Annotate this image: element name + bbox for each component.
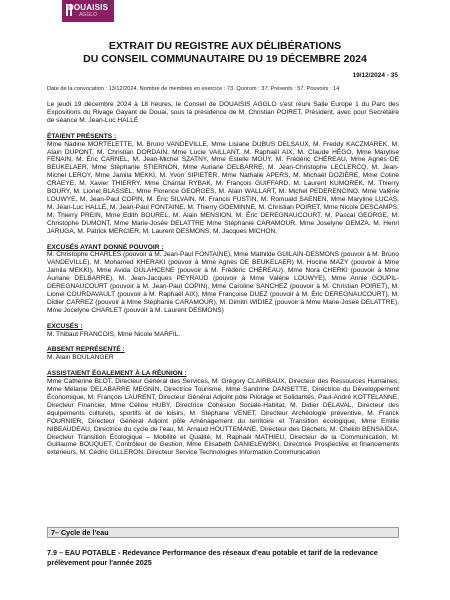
logo-mark-icon bbox=[66, 4, 72, 16]
deliberation-reference: 19/12/2024 - 35 bbox=[352, 72, 398, 79]
agenda-item-title: 7.9 – EAU POTABLE - Redevance Performance des réseaux d'eau potable et tarif de la redevance prélèvement pour l'année 2025 bbox=[47, 548, 378, 567]
excused-list: M. Thibaut FRANCOIS, Mme Nicole MARFIL. bbox=[47, 330, 181, 338]
excused-heading: EXCUSÉS : bbox=[47, 322, 83, 330]
document-body bbox=[47, 101, 399, 457]
section-bar: 7– Cycle de l'eau bbox=[47, 527, 399, 538]
logo-subtext: AGGLO bbox=[79, 12, 97, 18]
convocation-line: Date de la convocation : 13/12/2024. Nombre de membres en exercice : 73. Quorum : 37. Présents : 57. Pouvoirs : 14 bbox=[47, 86, 340, 92]
douaisis-agglo-logo bbox=[62, 0, 114, 22]
present-heading: ÉTAIENT PRÉSENTS : bbox=[47, 132, 117, 140]
also-assisting-heading: ASSISTAIENT ÉGALEMENT À LA RÉUNION : bbox=[47, 370, 187, 378]
intro-paragraph: Le jeudi 19 décembre 2024 à 18 heures, le Conseil de DOUAISIS AGGLO s'est réuni Salle Europe 1 du Parc des Expositions du Rivage Gayant de Douai, sous la présidence de M. Christian POIRET, Président, avec pour Secrétaire de séance M. Jean-Luc HALLÉ bbox=[47, 101, 399, 124]
absent-represented-list: M. Alain BOULANGER bbox=[47, 354, 114, 362]
logo-text: DOUAISIS bbox=[67, 3, 109, 12]
absent-represented-heading: ABSENT REPRÉSENTÉ : bbox=[47, 346, 125, 354]
document-title-line-1: EXTRAIT DU REGISTRE AUX DÉLIBÉRATIONS bbox=[108, 40, 342, 52]
excused-with-power-heading: EXCUSÉS AYANT DONNÉ POUVOIR : bbox=[47, 243, 164, 251]
document-title-line-2: DU CONSEIL COMMUNAUTAIRE DU 19 DÉCEMBRE 2024 bbox=[83, 53, 367, 65]
also-assisting-list: Mme Catherine BLOT, Directeur Général des Services, M. Grégory CLAIRBAUX, Directeur des Ressources Humaines, Mme Mélanie DELABARRE MEGNIN, Directrice Tourisme, Mme Sandrine DANSETTE, Directrice du Développement Économique, M. François LAURENT, Directeur Général Adjoint pôle Pilotage et Solidarités, Paul-André KOTTELANNE, Directeur Financier, Mme Céline HUBY, Directrice Cohésion Sociale-Habitat, M. Didier DELAVAL, Directeur des équipements culturels, sportifs et de loisirs, M. Stéphane VENET, Directeur Archéologie préventive, M. Franck FOURNIER, Directeur Général Adjoint pôle Aménagement du territoire et Transition écologique, Mme Emilie NIBEAUDEAU, Directrice du cycle de l'eau, M. Arnaud HOUTTEMANE, Directeur des Déchets, M. Chékib BENSAIDIA, Directeur Transition Écologique – Mobilité et Qualité, M. Raphaël MATHIEU, Directeur de la Communication, M. Guillaume BOUQUET, Contrôleur de Gestion, Mme Elisabeth DANIELEWSKI, Directrice Prospective et financements extérieurs, M. Cédric GILLERON, Directeur Service Technologies Information Communication bbox=[47, 378, 399, 457]
present-list: Mme Nadine MORTELETTE, M. Bruno VANDEVILLE, Mme Lisiane DUBUS DELSAUX, M. Freddy KACZMAREK, M. Alain DUPONT, M. Christian DORDAIN, Mme Lucie VAILLANT, M. Raphaël AIX, M. Claude HÉGO, Mme Marylise FENAIN, M. Éric CARNEL, M. Jean-Michel SZATNY, Mme Estelle MOUY, M. Frédéric CHÉREAU, Mme Agnès DE BEUKELAER, Mme Stéphanie STIERNON, Mme Auriane DELBARRE, M. Jean-Christophe LECLERCQ, M. Jean-Michel LEROY, Mme Jamila MEKKI, M. Yvon SIPIETER, Mme Nathalie APERS, M. Michaël DOZIÈRE, Mme Coline CRAEYE, M. Xavier THIERRY, Mme Chantal RYBAK, M. François GUIFFARD, M. Laurent KUMOREK, M. Thierry BOURY, M. Lionel BLASSEL, Mme Florence GEORGES, M. Alain WALLART, M. Michel PEDERENCINO, Mme Valérie LOUWYE, M. Jean-Paul COPIN, M. Éric SILVAIN, M. Francis FUSTIN, M. Romuald SAENEN, Mme Maryline LUCAS, M. Jean-Luc HALLÉ, M. Jean-Paul FONTAINE, M. Thierry GOEMINNE, M. Christian POIRET, Mme Nicole DESCAMPS, M. Thierry PREIN, Mme Edith BOUREL, M. Alain MENSION, M. Éric DEREGNAUCOURT, M. Pascal GEORGE, M. Christophe DUMONT, Mme Marie-Josée DELATTRE Mme Stéphanie CARAMOUR, Mme Joselyne GEMZA, M. Henri JARUGA, M. Patrick MERCIER, M. Laurent DESMONS, M. Jacques MICHON. bbox=[47, 140, 399, 235]
excused-with-power-list: M. Christophe CHARLES (pouvoir à M. Jean-Paul FONTAINE), Mme Mathilde GUILAIN-DESMONS (pouvoir à M. Bruno VANDEVILLE), M. Mohamed KHERAKI (pouvoir à Mme Agnès DE BEUKELAER) M. Hocine MAZY (pouvoir à Mme Jamila MEKKI), Mme Avida OULAHCENE (pouvoir à M. Frédéric CHÉREAU), Mme Nora CHERKI (pouvoir à Mme Auriane DELBARRE), M. Jean-Jacques PEYRAUD (pouvoir à Mme Valérie LOUWYE), Mme Annie GOUPIL-DEREGNAUCOURT (pouvoir à M. Jean-Paul COPIN), Mme Caroline SANCHEZ (pouvoir à M. Christian POIRET), M. Lionel COURDAVAULT (pouvoir à M. Raphaël AIX), Mme Françoise DUEZ (pouvoir à M. Éric DEREGNAUCOURT), M. Didier CARREZ (pouvoir à Mme Stéphanie CARAMOUR), M. Dimitri WIDIEZ (pouvoir à Mme Marie-Josée DELATTRE), Mme Jocelyne CHARLET (pouvoir à M. Laurent DESMONS) bbox=[47, 251, 399, 314]
